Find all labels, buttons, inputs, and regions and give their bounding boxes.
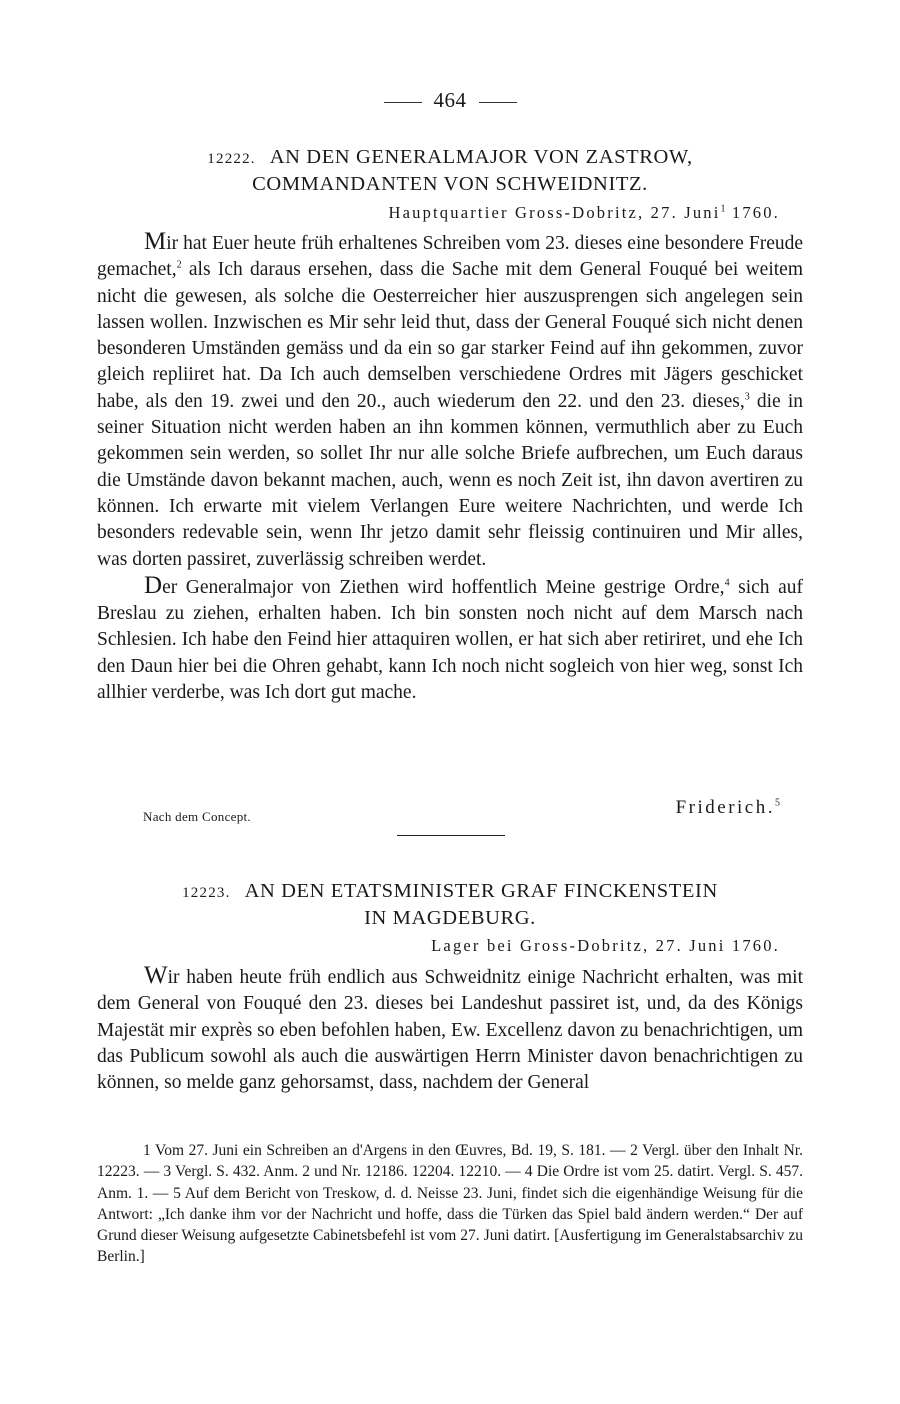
paragraph-text: als Ich daraus ersehen, dass die Sache mit dem General Fouqué bei weitem nicht die gewesen, als solche die Oesterreicher hier auszusprengen sich angelegen sein lassen wollen. Inzwischen es Mir sehr leid thut, dass der General Fouqué sich nicht denen besonderen Umständen gemäss und da ein so gar starker Feind auf ihn gekommen, zuvor gleich repliiret hat. Da Ich auch demselben verschiedene Ordres mit Jägers geschicket habe, als den 19. zwei und den 20., auch wiederum den 22. und den 23. dieses, — [97, 259, 803, 412]
letter-2-paragraph-1: Wir haben heute früh endlich aus Schweidnitz einige Nachricht erhalten, was mit dem General von Fouqué den 23. dieses bei Landeshut passiret ist, und, da des Königs Majestät mir exprès so eben befohlen haben, Ew. Excellenz davon zu benachrichtigen, um das Publicum sowohl als auch die auswärtigen Herrn Minister davon benachrichtigen zu können, so melde ganz gehorsamst, dass, nachdem der General — [97, 962, 803, 1094]
letter-1-number: 12222. — [207, 151, 256, 167]
letter-2-heading — [0, 879, 900, 931]
letter-2-title-line2: IN MAGDEBURG. — [364, 907, 536, 929]
letter-1-title-line1 — [0, 145, 900, 172]
page-number-text: 464 — [433, 88, 467, 112]
footnote-ref: 4 — [724, 577, 730, 589]
letter-1-place-date — [388, 203, 780, 223]
letter-1-body — [97, 229, 803, 706]
letter-1-place-text: Hauptquartier Gross-Dobritz, 27. Juni — [388, 203, 721, 222]
letter-1-source: Nach dem Concept. — [143, 809, 251, 824]
paragraph-text: die in seiner Situation nicht werden haben an ihn kommen können, vermuthlich aber zu Euch gekommen sein werden, so sollet Ihr nur alle solche Briefe aufbrechen, um Euch daraus die Umstände davon bekannt machen, auch, wenn es noch Zeit ist, ihn davon avertiren zu können. Ich erwarte mit vielem Verlangen Eure weitere Nachrichten, und werde Ich besonders redevable sein, wenn Ihr jetzo damit sehr fleissig continuiren und Mir alles, was dorten passiret, zuverlässig schreiben werdet. — [97, 390, 803, 570]
letter-1-paragraph-1 — [97, 229, 803, 573]
letter-2-title-line1 — [0, 879, 900, 906]
paragraph-text: sich auf Breslau zu ziehen, erhalten haben. Ich bin sonsten noch nicht auf dem Marsch nach Schlesien. Ich habe den Feind hier attaquiren wollen, er hat sich aber retiriret, und ehe Ich den Daun hier bei die Ohren gehabt, kann Ich noch nicht sogleich von hier weg, sonst Ich allhier verderbe, was Ich dort gut mache. — [97, 576, 804, 704]
footnotes — [97, 1140, 803, 1268]
letter-1-title-line2: COMMANDANTEN VON SCHWEIDNITZ. — [252, 173, 648, 195]
paragraph-text: Mir hat Euer heute früh erhaltenes Schreiben vom 23. dieses eine besondere Freude gemachet, — [97, 228, 803, 281]
section-separator — [397, 835, 505, 836]
letter-2-place-date: Lager bei Gross-Dobritz, 27. Juni 1760. — [431, 936, 780, 955]
footnote-ref: 3 — [744, 391, 750, 403]
letter-1-heading — [0, 145, 900, 197]
letter-2-body — [97, 963, 803, 1096]
page-number-dash-right — [479, 102, 517, 103]
signature-text: Friderich. — [675, 797, 775, 818]
letter-2-title-text: AN DEN ETATSMINISTER GRAF FINCKENSTEIN — [244, 880, 718, 902]
letter-1-place-year: 1760. — [731, 203, 780, 222]
paragraph-text: Der Generalmajor von Ziethen wird hoffentlich Meine gestrige Ordre, — [144, 571, 725, 599]
footnote-ref: 2 — [176, 259, 182, 271]
page-number-dash-left — [384, 102, 422, 103]
footnotes-text: 1 Vom 27. Juni ein Schreiben an d'Argens in den Œuvres, Bd. 19, S. 181. — 2 Vergl. über den Inhalt Nr. 12223. — 3 Vergl. S. 432. Anm. 2 und Nr. 12186. 12204. 12210. — 4 Die Ordre ist vom 25. datirt. Vergl. S. 457. Anm. 1. — 5 Auf dem Bericht von Treskow, d. d. Neisse 23. Juni, findet sich die eigenhändige Weisung für die Antwort: „Ich danke ihm vor der Nachricht und hoffe, dass die Türken das Spiel bald ändern werden.“ Der auf Grund dieser Weisung aufgesetzte Cabinetsbefehl ist vom 27. Juni datirt. [Ausfertigung im Generalstabsarchiv zu Berlin.] — [97, 1142, 803, 1266]
footnote-ref: 5 — [775, 797, 780, 809]
letter-2-number: 12223. — [182, 885, 231, 901]
letter-1-place-footnote-ref: 1 — [720, 203, 726, 215]
letter-1-signature — [676, 797, 780, 819]
letter-1-title-text: AN DEN GENERALMAJOR VON ZASTROW, — [269, 146, 693, 168]
page-number — [0, 88, 900, 113]
letter-1-paragraph-2 — [97, 573, 803, 706]
